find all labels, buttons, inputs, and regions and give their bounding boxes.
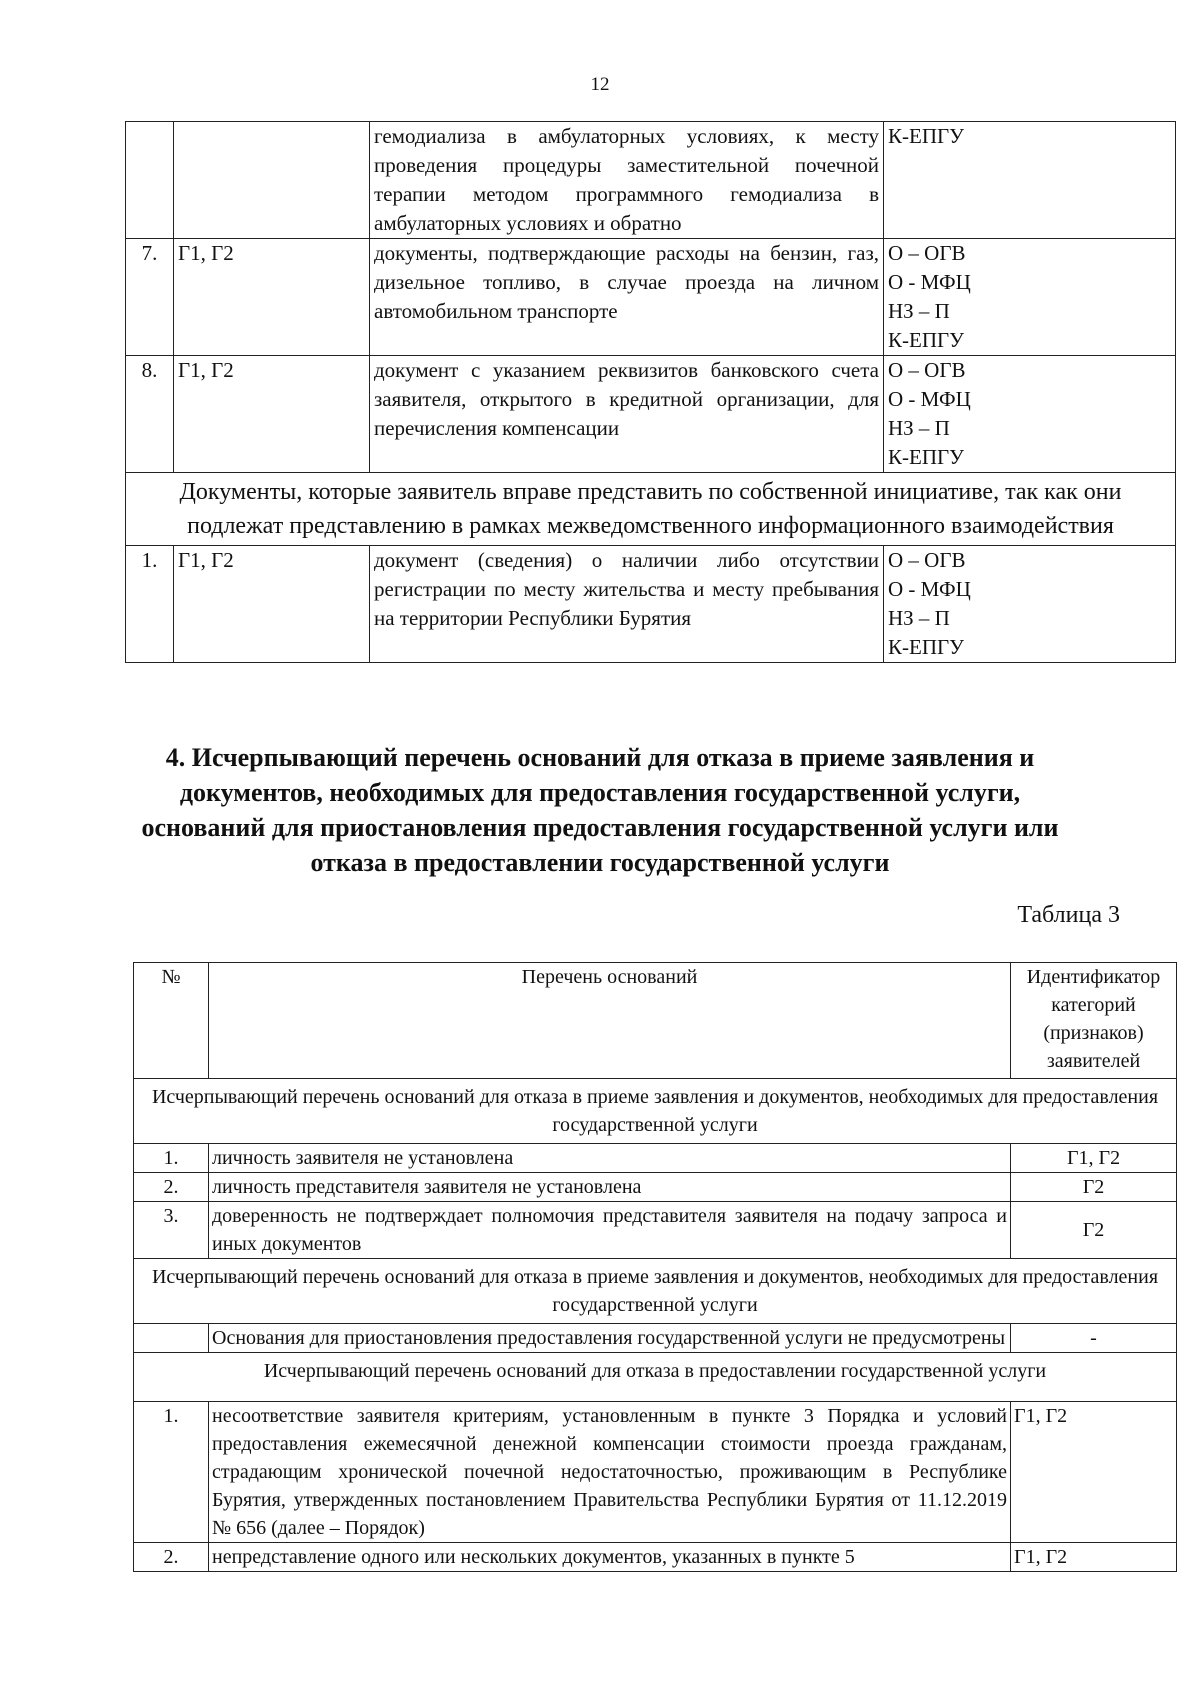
header-number: № (134, 963, 209, 1079)
section-header: Документы, которые заявитель вправе представить по собственной инициативе, так как они подлежат представлению в рамках межведомственного информационного взаимодействия (126, 473, 1176, 546)
table-row (134, 1543, 1177, 1572)
document-description: документ (сведения) о наличии либо отсутствии регистрации по месту жительства и месту пребывания на территории Республики Бурятия (370, 546, 884, 663)
row-number: 8. (126, 356, 174, 473)
applicant-ids: Г1, Г2 (174, 356, 370, 473)
table-row (126, 239, 1176, 356)
row-number: 2. (134, 1543, 209, 1572)
group-title: Исчерпывающий перечень оснований для отказа в предоставлении государственной услуги (134, 1353, 1177, 1402)
table-row (126, 356, 1176, 473)
submission-methods (884, 239, 1176, 356)
section-header-row (126, 473, 1176, 546)
method-item: О – ОГВ (888, 241, 966, 265)
ground-text: личность представителя заявителя не установлена (209, 1173, 1011, 1202)
category-id: Г1, Г2 (1011, 1543, 1177, 1572)
ground-text: Основания для приостановления предоставления государственной услуги не предусмотрены (209, 1324, 1011, 1353)
header-row (134, 963, 1177, 1079)
row-number (134, 1324, 209, 1353)
table-row (134, 1173, 1177, 1202)
ground-text: личность заявителя не установлена (209, 1144, 1011, 1173)
method-item: О - МФЦ (888, 270, 971, 294)
grounds-table (133, 962, 1177, 1572)
method-item: К-ЕПГУ (888, 328, 965, 352)
table-row (134, 1144, 1177, 1173)
method-item: К-ЕПГУ (888, 635, 965, 659)
submission-methods (884, 546, 1176, 663)
header-grounds-list: Перечень оснований (209, 963, 1011, 1079)
method-item: О - МФЦ (888, 577, 971, 601)
row-number: 3. (134, 1202, 209, 1259)
submission-methods (884, 356, 1176, 473)
document-description: гемодиализа в амбулаторных условиях, к месту проведения процедуры заместительной почечной терапии методом программного гемодиализа в амбулаторных условиях и обратно (370, 122, 884, 239)
category-id: Г2 (1011, 1202, 1177, 1259)
row-number: 2. (134, 1173, 209, 1202)
table-row (134, 1324, 1177, 1353)
category-id: Г1, Г2 (1011, 1402, 1177, 1543)
page-number: 12 (590, 74, 610, 95)
category-id: - (1011, 1324, 1177, 1353)
method-item: О – ОГВ (888, 358, 966, 382)
table-row (126, 122, 1176, 239)
documents-table (125, 121, 1176, 663)
row-number: 1. (126, 546, 174, 663)
ground-text: несоответствие заявителя критериям, установленным в пункте 3 Порядка и условий предоставления ежемесячной денежной компенсации стоимости проезда гражданам, страдающим хронической почечной недостаточностью, проживающим в Республике Бурятия, утвержденных постановлением Правительства Республики Бурятия от 11.12.2019 № 656 (далее – Порядок) (209, 1402, 1011, 1543)
group-title: Исчерпывающий перечень оснований для отказа в приеме заявления и документов, необходимых для предоставления государственной услуги (134, 1259, 1177, 1324)
row-number: 7. (126, 239, 174, 356)
ground-text: непредставление одного или нескольких документов, указанных в пункте 5 (209, 1543, 1011, 1572)
section-title: 4. Исчерпывающий перечень оснований для отказа в приеме заявления и документов, необходимых для предоставления государственной услуги, оснований для приостановления предоставления государственной услуги или отказа в предоставлении государственной услуги (141, 743, 1059, 877)
method-item: НЗ – П (888, 416, 950, 440)
category-id: Г2 (1011, 1173, 1177, 1202)
applicant-ids: Г1, Г2 (174, 546, 370, 663)
ground-text: доверенность не подтверждает полномочия представителя заявителя на подачу запроса и иных документов (209, 1202, 1011, 1259)
applicant-ids (174, 122, 370, 239)
row-number (126, 122, 174, 239)
method-item: НЗ – П (888, 299, 950, 323)
header-category-id: Идентификатор категорий (признаков) заявителей (1011, 963, 1177, 1079)
row-number: 1. (134, 1402, 209, 1543)
method-item: О - МФЦ (888, 387, 971, 411)
applicant-ids: Г1, Г2 (174, 239, 370, 356)
document-description: документы, подтверждающие расходы на бензин, газ, дизельное топливо, в случае проезда на личном автомобильном транспорте (370, 239, 884, 356)
table-row (126, 546, 1176, 663)
group-title: Исчерпывающий перечень оснований для отказа в приеме заявления и документов, необходимых для предоставления государственной услуги (134, 1079, 1177, 1144)
row-number: 1. (134, 1144, 209, 1173)
method-item: К-ЕПГУ (888, 445, 965, 469)
group-row (134, 1259, 1177, 1324)
method-item: НЗ – П (888, 606, 950, 630)
table-row (134, 1402, 1177, 1543)
table-label: Таблица 3 (1017, 902, 1120, 928)
method-item: К-ЕПГУ (888, 124, 965, 148)
group-row (134, 1353, 1177, 1402)
category-id: Г1, Г2 (1011, 1144, 1177, 1173)
group-row (134, 1079, 1177, 1144)
table-row (134, 1202, 1177, 1259)
submission-methods (884, 122, 1176, 239)
document-description: документ с указанием реквизитов банковского счета заявителя, открытого в кредитной организации, для перечисления компенсации (370, 356, 884, 473)
method-item: О – ОГВ (888, 548, 966, 572)
